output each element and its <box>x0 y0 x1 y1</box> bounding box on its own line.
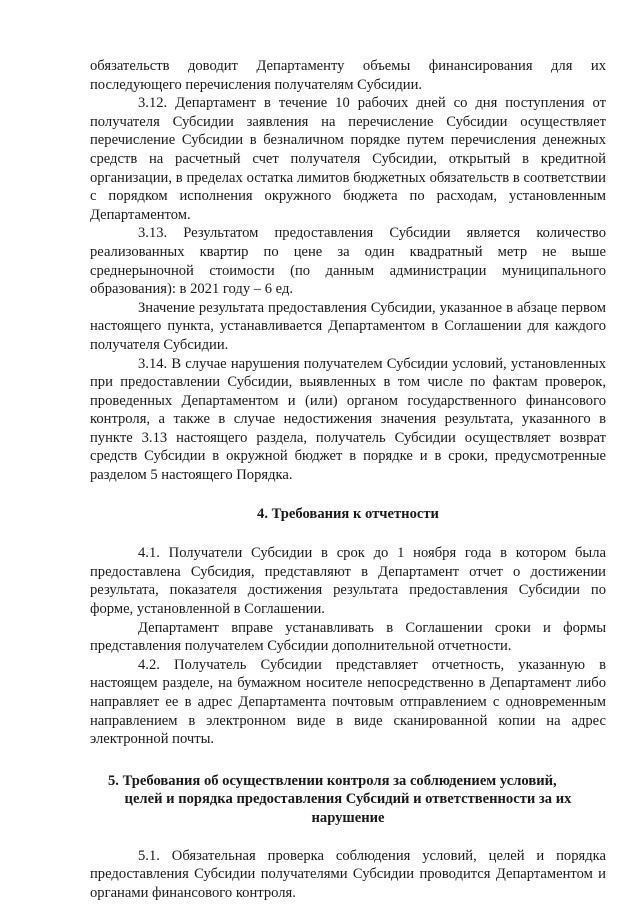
paragraph-4-1-additional: Департамент вправе устанавливать в Соглашении сроки и формы представления получателем Субсидии дополнительной отчетности. <box>90 619 606 655</box>
section-5-heading-line-2: целей и порядка предоставления Субсидий и ответственности за их <box>124 791 572 808</box>
paragraph-3-12: 3.12. Департамент в течение 10 рабочих дней со дня поступления от получателя Субсидии заявления на перечисление Субсидии осуществляет перечисление Субсидии в безналичном порядке путем перечисления денежных средств на расчетный счет получателя Субсидии, открытый в кредитной организации, в пределах остатка лимитов бюджетных обязательств в соответствии с порядком исполнения окружного бюджета по расходам, установленным Департаментом. <box>90 95 606 223</box>
section-4-heading: 4. Требования к отчетности <box>257 505 439 522</box>
paragraph-5-1: 5.1. Обязательная проверка соблюдения условий, целей и порядка предоставления Субсидии получателями Субсидии проводится Департаментом и органами финансового контроля. <box>90 847 606 901</box>
section-5-heading <box>90 772 606 828</box>
paragraph-3-13: 3.13. Результатом предоставления Субсидии является количество реализованных квартир по цене за один квадратный метр не выше среднерыночной стоимости (по данным администрации муниципального образования): в 2021 году – 6 ед. <box>90 225 606 298</box>
paragraph-3-14: 3.14. В случае нарушения получателем Субсидии условий, установленных при предоставлении Субсидии, выявленных в том числе по фактам проверок, проведенных Департаментом и (или) органом государственного финансового контроля, а также в случае недостижения значения результата, указанного в пункте 3.13 настоящего раздела, получатель Субсидии осуществляет возврат средств Субсидии в окружной бюджет в порядке и в сроки, предусмотренные разделом 5 настоящего Порядка. <box>90 355 606 484</box>
paragraph-3-13-result-value: Значение результата предоставления Субсидии, указанное в абзаце первом настоящего пункта, устанавливается Департаментом в Соглашении для каждого получателя Субсидии. <box>90 299 606 353</box>
section-5-heading-line-3: нарушение <box>311 809 385 826</box>
paragraph-4-1: 4.1. Получатели Субсидии в срок до 1 ноября года в котором была предоставлена Субсидия, представляют в Департамент отчет о достижении результата, показателя достижения результата предоставления Субсидии по форме, установленной в Соглашении. <box>90 545 606 618</box>
document-page <box>90 57 606 902</box>
paragraph-4-2: 4.2. Получатель Субсидии представляет отчетность, указанную в настоящем разделе, на бумажном носителе непосредственно в Департамент либо направляет ее в адрес Департамента почтовым отправлением с одновременным направлением в электронном виде в виде сканированной копии на адрес электронной почты. <box>90 656 606 748</box>
section-5-heading-line-1: 5. Требования об осуществлении контроля за соблюдением условий, <box>108 772 557 789</box>
paragraph-continuation: обязательств доводит Департаменту объемы финансирования для их последующего перечисления получателям Субсидии. <box>90 58 606 93</box>
